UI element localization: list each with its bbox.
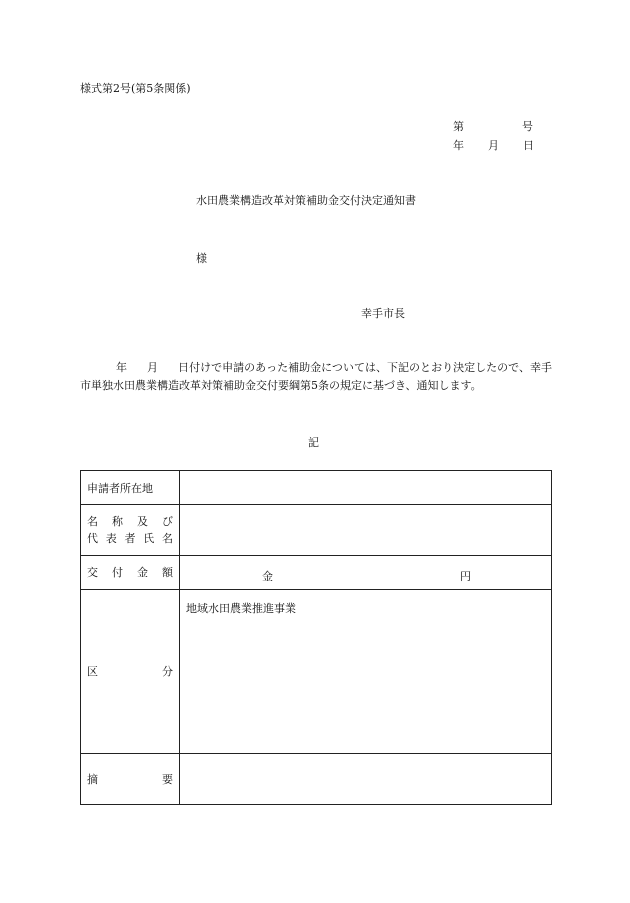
body-month: 月 — [147, 361, 159, 374]
applicant-address-value — [180, 471, 552, 505]
category-label-cell — [81, 590, 180, 754]
applicant-address-label-cell — [81, 471, 180, 505]
name-value — [180, 505, 552, 556]
date-day: 日 — [523, 139, 534, 152]
body-text: 日付けで申請のあった補助金については、下記のとおり決定したので、幸手市単独水田農業構造改革対策補助金交付要綱第5条の規定に基づき、通知します。 — [80, 361, 552, 392]
label-char: 要 — [162, 772, 173, 786]
ki-heading: 記 — [308, 436, 319, 449]
amount-value-cell — [180, 556, 552, 590]
table-row-category — [81, 590, 552, 754]
label-char: 氏 — [143, 532, 155, 545]
label-char: 表 — [105, 532, 117, 545]
form-number: 様式第2号(第5条関係) — [80, 82, 191, 95]
document-title: 水田農業構造改革対策補助金交付決定通知書 — [196, 194, 416, 207]
name-label-cell — [81, 505, 180, 556]
label-char: 金 — [137, 566, 148, 579]
document-number-prefix: 第 — [453, 120, 464, 133]
label-char: 額 — [162, 566, 173, 579]
amount-prefix: 金 — [262, 570, 273, 583]
name-label-line2 — [81, 530, 179, 547]
label-char: 交 — [87, 566, 98, 579]
table-row-name — [81, 505, 552, 556]
addressee-honorific: 様 — [196, 252, 207, 265]
date-month: 月 — [488, 139, 499, 152]
summary-value — [180, 754, 552, 805]
document-date-line — [453, 137, 534, 153]
table-row-summary — [81, 754, 552, 805]
label-char: 付 — [112, 566, 123, 579]
details-table — [80, 470, 552, 805]
body-year: 年 — [116, 361, 128, 374]
category-value: 地域水田農業推進事業 — [186, 602, 296, 615]
amount-label-cell — [81, 556, 180, 590]
label-char: 称 — [112, 515, 123, 528]
category-label — [81, 663, 179, 680]
label-char: 名 — [162, 532, 173, 545]
category-value-cell — [180, 590, 552, 754]
document-number-line — [453, 118, 533, 134]
label-char: び — [162, 515, 173, 528]
name-label-line1 — [81, 513, 179, 530]
label-char: 者 — [124, 532, 136, 545]
label-char: 分 — [162, 665, 173, 678]
summary-label — [81, 771, 179, 788]
date-year: 年 — [453, 139, 464, 152]
issuer-name: 幸手市長 — [361, 307, 405, 320]
table-row-amount — [81, 556, 552, 590]
amount-suffix: 円 — [460, 570, 471, 583]
applicant-address-label — [81, 480, 179, 496]
label-char: 代 — [87, 532, 98, 545]
label-char: 申請者所在地 — [87, 481, 153, 495]
label-char: 名 — [87, 515, 98, 528]
label-char: 区 — [87, 665, 98, 678]
label-char: 摘 — [87, 772, 98, 786]
summary-label-cell — [81, 754, 180, 805]
amount-label — [81, 564, 179, 581]
table-row-applicant-address — [81, 471, 552, 505]
label-char: 及 — [137, 515, 148, 528]
body-paragraph — [80, 359, 552, 395]
document-number-suffix: 号 — [522, 120, 533, 133]
